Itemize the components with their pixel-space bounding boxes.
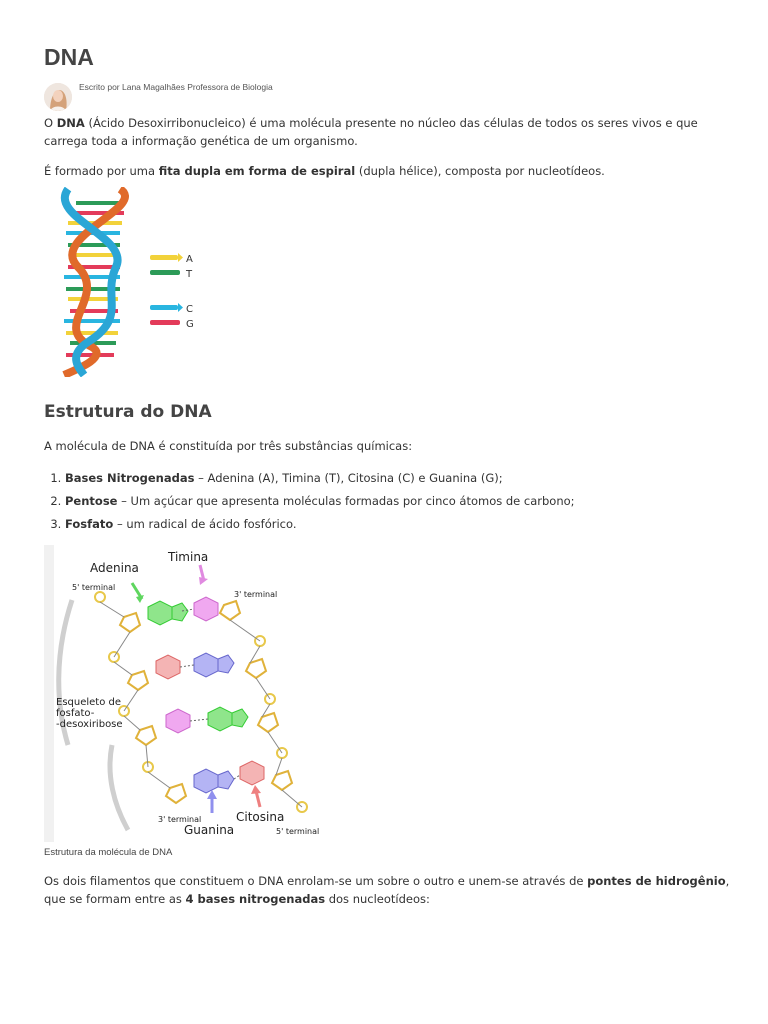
text-run: (Ácido Desoxirribonucleico) é uma molécula presente no núcleo das células de todos os seres vivos e que carrega toda a informação genética de um organismo. <box>44 116 698 148</box>
list-item-term: Fosfato <box>65 517 114 531</box>
text-run-bold: 4 bases nitrogenadas <box>185 892 326 906</box>
text-run: Os dois filamentos que constituem o DNA enrolam-se um sobre o outro e unem-se através de <box>44 874 588 888</box>
label-adenina: Adenina <box>90 561 139 575</box>
legend-label-a: A <box>186 254 193 265</box>
legend-swatch-t <box>150 270 180 275</box>
intro-paragraph <box>44 114 734 150</box>
label-5-terminal-bottom: 5' terminal <box>276 827 320 836</box>
label-guanina: Guanina <box>184 823 235 837</box>
legend-swatch-c <box>150 305 178 310</box>
list-item-term: Bases Nitrogenadas <box>65 471 195 485</box>
helix-legend <box>150 253 194 330</box>
base-adenina-2 <box>208 707 248 731</box>
label-timina: Timina <box>168 550 209 564</box>
author-byline: Escrito por Lana Magalhães Professora de Biologia <box>79 82 273 92</box>
list-item <box>65 515 745 533</box>
list-item-desc: – Adenina (A), Timina (T), Citosina (C) e Guanina (G); <box>194 471 503 485</box>
label-3-terminal-top: 3' terminal <box>234 590 278 599</box>
label-esqueleto-line2: fosfato- <box>56 708 95 719</box>
legend-swatch-g <box>150 320 180 325</box>
label-5-terminal-top: 5' terminal <box>72 583 116 592</box>
text-run-bold: DNA <box>56 116 85 130</box>
components-intro: A molécula de DNA é constituída por três substâncias químicas: <box>44 439 413 453</box>
dna-structure-diagram <box>44 545 344 842</box>
text-run: dos nucleotídeos: <box>325 892 430 906</box>
page-title: DNA <box>44 44 94 70</box>
text-run: (dupla hélice), composta por nucleotídeos. <box>355 164 605 178</box>
list-item-desc: – Um açúcar que apresenta moléculas formadas por cinco átomos de carbono; <box>117 494 575 508</box>
image-left-band <box>44 545 54 842</box>
text-run: É formado por uma <box>44 164 159 178</box>
author-row <box>44 80 80 112</box>
dna-helix-illustration <box>58 187 208 377</box>
label-citosina: Citosina <box>236 810 285 824</box>
list-item-desc: – um radical de ácido fosfórico. <box>113 517 297 531</box>
legend-arrow-a <box>178 253 183 262</box>
section-heading: Estrutura do DNA <box>44 402 212 422</box>
avatar[interactable] <box>44 83 72 111</box>
author-photo <box>44 83 72 111</box>
list-item-term: Pentose <box>65 494 118 508</box>
base-adenina-1 <box>148 601 188 625</box>
text-run-bold: fita dupla em forma de espiral <box>158 164 356 178</box>
structure-paragraph <box>44 162 734 180</box>
legend-arrow-c <box>178 303 183 312</box>
base-guanina-1 <box>194 653 234 677</box>
legend-label-c: C <box>186 304 193 315</box>
label-esqueleto-line1: Esqueleto de <box>56 697 122 708</box>
list-item <box>65 492 745 510</box>
text-run: O <box>44 116 57 130</box>
legend-label-g: G <box>186 319 194 330</box>
components-list <box>44 469 745 538</box>
legend-swatch-a <box>150 255 178 260</box>
base-guanina-2 <box>194 769 234 793</box>
text-run: , que se formam entre as <box>44 874 730 906</box>
label-esqueleto-line3: -desoxiribose <box>56 719 123 730</box>
pairing-paragraph <box>44 872 734 908</box>
text-run-bold: pontes de hidrogênio <box>587 874 726 888</box>
legend-label-t: T <box>186 269 193 280</box>
label-3-terminal-bottom: 3' terminal <box>158 815 202 824</box>
figure-caption: Estrutura da molécula de DNA <box>44 847 173 858</box>
list-item <box>65 469 745 487</box>
